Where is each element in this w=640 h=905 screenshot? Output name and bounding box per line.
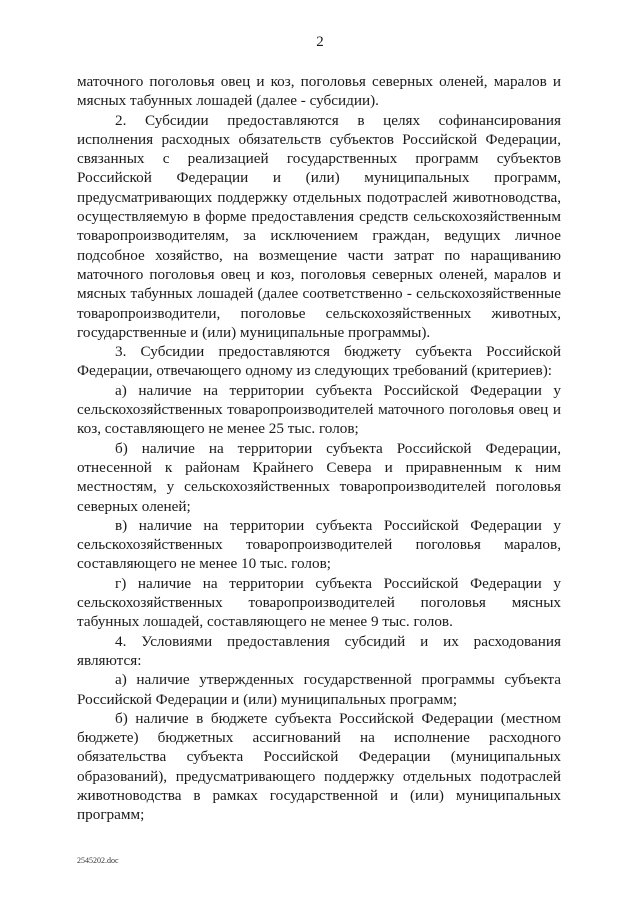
paragraph-clause-2: 2. Субсидии предоставляются в целях софинансирования исполнения расходных обязательств субъектов Российской Федерации, связанных с реализацией государственных программ субъектов Российской Федерации и (или) муниципальных программ, предусматривающих поддержку отдельных подотраслей животноводства, осуществляемую в форме предоставления средств сельскохозяйственным товаропроизводителям, за исключением граждан, ведущих личное подсобное хозяйство, на возмещение части затрат по наращиванию маточного поголовья овец и коз, поголовья северных оленей, маралов и мясных табунных лошадей (далее соответственно - сельскохозяйственные товаропроизводители, поголовье сельскохозяйственных животных, государственные и (или) муниципальные программы). — [77, 111, 561, 341]
page-number: 2 — [316, 34, 324, 50]
footer-filename: 2545202.doc — [77, 856, 119, 865]
paragraph-clause-4: 4. Условиями предоставления субсидий и их расходования являются: — [77, 632, 561, 669]
paragraph-clause-3a: а) наличие на территории субъекта Российской Федерации у сельскохозяйственных товаропроизводителей маточного поголовья овец и коз, составляющего не менее 25 тыс. голов; — [77, 381, 561, 438]
paragraph-clause-4b: б) наличие в бюджете субъекта Российской Федерации (местном бюджете) бюджетных ассигнований на исполнение расходного обязательства субъекта Российской Федерации (муниципальных образований), предусматривающего поддержку отдельных подотраслей животноводства в рамках государственной и (или) муниципальных программ; — [77, 709, 561, 824]
document-body — [77, 72, 561, 825]
paragraph-clause-3: 3. Субсидии предоставляются бюджету субъекта Российской Федерации, отвечающего одному из следующих требований (критериев): — [77, 343, 561, 380]
paragraph-clause-3v: в) наличие на территории субъекта Российской Федерации у сельскохозяйственных товаропроизводителей поголовья маралов, составляющего не менее 10 тыс. голов; — [77, 516, 561, 573]
paragraph-clause-3g: г) наличие на территории субъекта Российской Федерации у сельскохозяйственных товаропроизводителей поголовья мясных табунных лошадей, составляющего не менее 9 тыс. голов. — [77, 574, 561, 631]
paragraph-clause-3b: б) наличие на территории субъекта Российской Федерации, отнесенной к районам Крайнего Севера и приравненным к ним местностям, у сельскохозяйственных товаропроизводителей поголовья северных оленей; — [77, 439, 561, 515]
paragraph-clause-4a: а) наличие утвержденных государственной программы субъекта Российской Федерации и (или) муниципальных программ; — [77, 671, 561, 708]
paragraph-continuation: маточного поголовья овец и коз, поголовья северных оленей, маралов и мясных табунных лошадей (далее - субсидии). — [77, 73, 561, 110]
